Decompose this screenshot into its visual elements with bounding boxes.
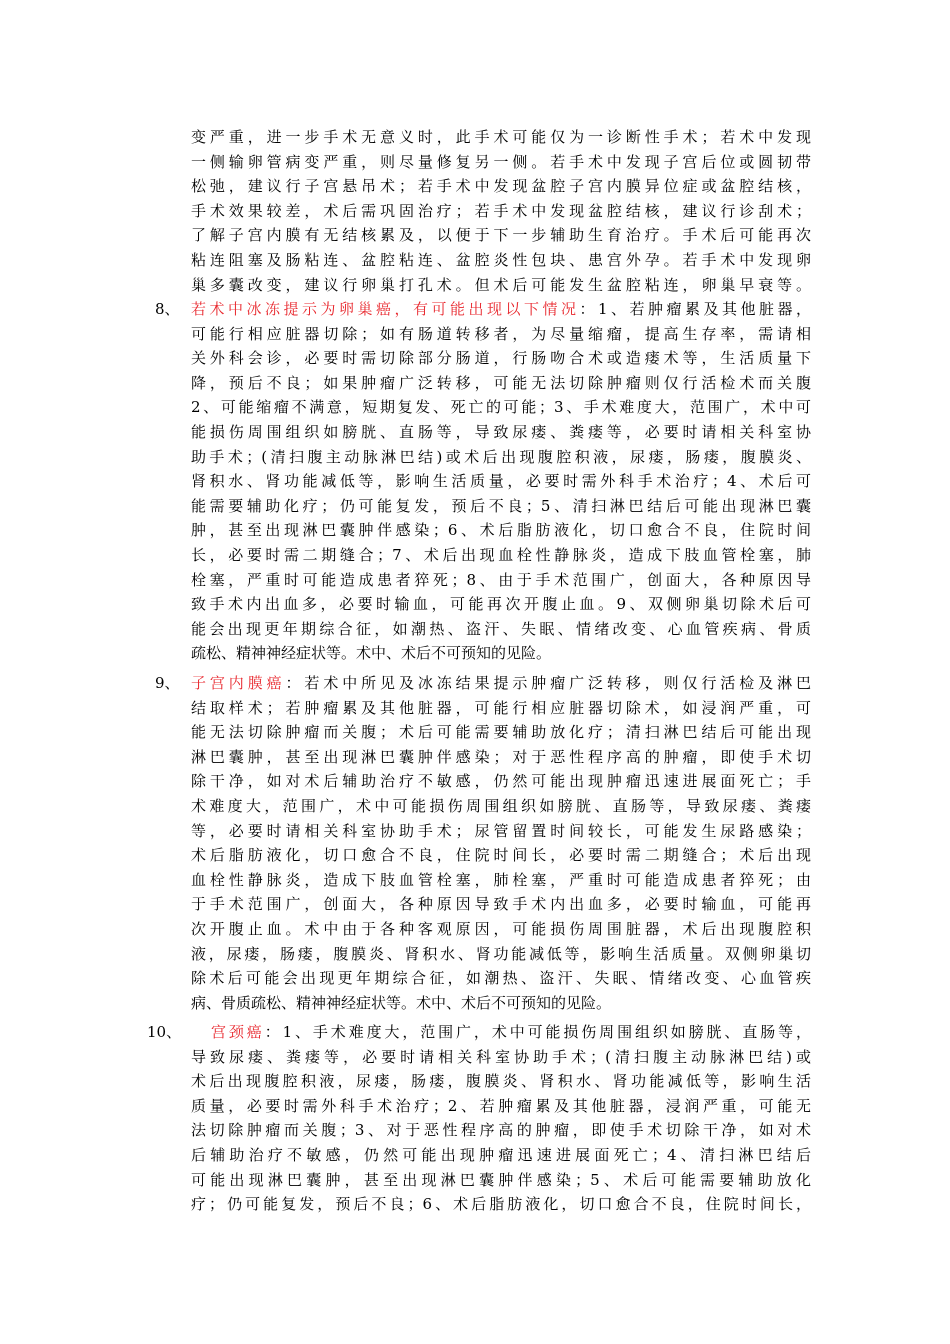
continuation-paragraph — [191, 125, 811, 297]
text-line: 可能出现淋巴囊肿，甚至出现淋巴囊肿伴感染；5、术后可能需要辅助放化 — [191, 1170, 811, 1189]
text-line: 栓塞，严重时可能造成患者猝死；8、由于手术范围广，创面大，各种原因导 — [191, 570, 811, 589]
text-line: 粘连阻塞及肠粘连、盆腔粘连、盆腔炎性包块、患宫外孕。若手术中发现卵 — [191, 250, 811, 269]
item-heading: 子宫内膜癌 — [191, 674, 286, 692]
text-line: 2、可能缩瘤不满意，短期复发、死亡的可能；3、手术难度大，范围广，术中可 — [191, 398, 811, 417]
text-line: 术后脂肪液化，切口愈合不良，住院时间长，必要时需二期缝合；术后出现 — [191, 846, 811, 865]
item-first-line-text: ：若术中所见及冰冻结果提示肿瘤广泛转移，则仅行活检及淋巴 — [285, 674, 811, 692]
text-line: 肾积水、肾功能减低等，影响生活质量，必要时需外科手术治疗；4、术后可 — [191, 472, 811, 491]
text-line: 液，尿瘘，肠瘘，腹膜炎、肾积水、肾功能减低等，影响生活质量。双侧卵巢切 — [191, 944, 811, 963]
text-line: 血栓性静脉炎，造成下肢血管栓塞，肺栓塞，严重时可能造成患者猝死；由 — [191, 870, 811, 889]
item-first-line — [191, 671, 811, 696]
item-8-paragraph — [191, 297, 811, 666]
text-line: 质量，必要时需外科手术治疗；2、若肿瘤累及其他脏器，浸润严重，可能无 — [191, 1096, 811, 1115]
text-line: 关外科会诊，必要时需切除部分肠道，行肠吻合术或造瘘术等，生活质量下 — [191, 349, 811, 368]
item-heading: 宫颈癌 — [211, 1023, 265, 1041]
text-line: 降，预后不良；如果肿瘤广泛转移，可能无法切除肿瘤则仅行活检术而关腹 — [191, 373, 811, 392]
text-line: 术难度大，范围广，术中可能损伤周围组织如膀胱、直肠等，导致尿瘘、粪瘘 — [191, 796, 811, 815]
text-line: 后辅助治疗不敏感，仍然可能出现肿瘤迅速进展面死亡；4、清扫淋巴结后 — [191, 1145, 811, 1164]
text-line: 除干净，如对术后辅助治疗不敏感，仍然可能出现肿瘤迅速进展面死亡；手 — [191, 772, 811, 791]
text-line: 手术效果较差，术后需巩固治疗；若手术中发现盆腔结核，建议行诊刮术； — [191, 201, 811, 220]
text-line: 淋巴囊肿，甚至出现淋巴囊肿伴感染；对于恶性程序高的肿瘤，即使手术切 — [191, 747, 811, 766]
text-line: 肿，甚至出现淋巴囊肿伴感染；6、术后脂肪液化，切口愈合不良，住院时间 — [191, 521, 811, 540]
text-line: 能需要辅助化疗；仍可能复发，预后不良；5、清扫淋巴结后可能出现淋巴囊 — [191, 496, 811, 515]
text-line: 致手术内出血多，必要时输血，可能再次开腹止血。9、双侧卵巢切除术后可 — [191, 595, 811, 614]
text-line: 法切除肿瘤而关腹；3、对于恶性程序高的肿瘤，即使手术切除干净，如对术 — [191, 1121, 811, 1140]
item-9-paragraph — [191, 671, 811, 1015]
text-line: 能无法切除肿瘤而关腹；术后可能需要辅助放化疗；清扫淋巴结后可能出现 — [191, 723, 811, 742]
item-10-paragraph — [191, 1020, 811, 1217]
text-line: 助手术；(清扫腹主动脉淋巴结)或术后出现腹腔积液，尿瘘，肠瘘，腹膜炎、 — [191, 447, 811, 466]
text-line: 巢多囊改变，建议行卵巢打孔术。但术后可能发生盆腔粘连，卵巢早衰等。 — [191, 275, 811, 294]
item-number: 9、 — [155, 674, 180, 692]
text-line: 除术后可能会出现更年期综合征，如潮热、盗汗、失眠、情绪改变、心血管疾 — [191, 969, 811, 988]
text-line: 病、骨质疏松、精神神经症状等。术中、术后不可预知的见险。 — [191, 993, 612, 1012]
text-line: 松弛，建议行子宫悬吊术；若手术中发现盆腔子宫内膜异位症或盆腔结核， — [191, 177, 811, 196]
text-line: 一侧输卵管病变严重，则尽量修复另一侧。若手术中发现子宫后位或圆韧带 — [191, 152, 811, 171]
text-line: 能损伤周围组织如膀胱、直肠等，导致尿瘘、粪瘘等，必要时请相关科室协 — [191, 422, 811, 441]
text-line: 次开腹止血。术中由于各种客观原因，可能损伤周围脏器，术后出现腹腔积 — [191, 919, 811, 938]
text-line: 导致尿瘘、粪瘘等，必要时请相关科室协助手术；(清扫腹主动脉淋巴结)或 — [191, 1047, 811, 1066]
text-line: 可能行相应脏器切除；如有肠道转移者，为尽量缩瘤，提高生存率，需请相 — [191, 324, 811, 343]
item-first-line — [191, 1020, 811, 1045]
text-line: 能会出现更年期综合征，如潮热、盗汗、失眠、情绪改变、心血管疾病、骨质 — [191, 619, 811, 638]
item-number: 8、 — [155, 300, 180, 318]
text-line: 变严重，进一步手术无意义时，此手术可能仅为一诊断性手术；若术中发现 — [191, 128, 811, 146]
text-line: 长，必要时需二期缝合；7、术后出现血栓性静脉炎，造成下肢血管栓塞，肺 — [191, 545, 811, 564]
text-line: 于手术范围广，创面大，各种原因导致手术内出血多，必要时输血，可能再 — [191, 895, 811, 914]
text-line: 等，必要时请相关科室协助手术；尿管留置时间较长，可能发生尿路感染； — [191, 821, 811, 840]
text-line: 结取样术；若肿瘤累及其他脏器，可能行相应脏器切除术，如浸润严重，可 — [191, 698, 811, 717]
text-line: 了解子宫内膜有无结核累及，以便于下一步辅助生育治疗。手术后可能再次 — [191, 226, 811, 245]
text-line: 疗；仍可能复发，预后不良；6、术后脂肪液化，切口愈合不良，住院时间长， — [191, 1195, 811, 1214]
item-first-line — [191, 297, 811, 322]
item-number: 10、 — [147, 1023, 182, 1041]
text-line: 疏松、精神神经症状等。术中、术后不可预知的见险。 — [191, 644, 552, 663]
item-first-line-text: ：1、手术难度大，范围广，术中可能损伤周围组织如膀胱、直肠等， — [264, 1023, 811, 1041]
item-first-line-text: ：1、若肿瘤累及其他脏器， — [579, 300, 811, 318]
text-line: 术后出现腹腔积液，尿瘘，肠瘘，腹膜炎、肾积水、肾功能减低等，影响生活 — [191, 1072, 811, 1091]
item-heading: 若术中冰冻提示为卵巢癌，有可能出现以下情况 — [191, 300, 580, 318]
